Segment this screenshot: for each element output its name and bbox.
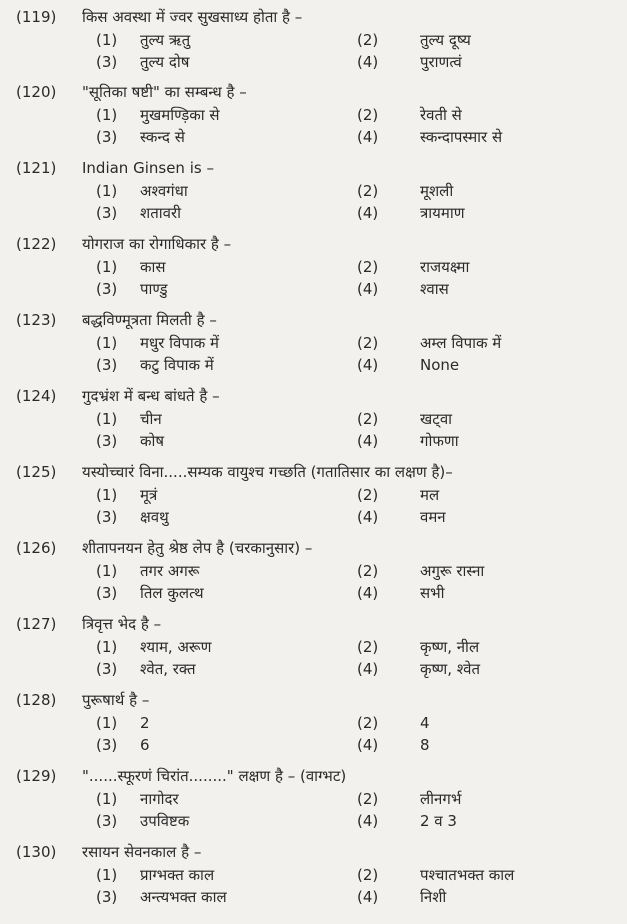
option-number: (3) <box>96 53 118 71</box>
option-text: क्षवथु <box>140 508 169 526</box>
option-text: अश्वगंधा <box>140 182 188 200</box>
option-text: पुराणत्वं <box>420 53 462 71</box>
option-number: (3) <box>96 888 118 906</box>
option-text: 2 व 3 <box>420 812 457 830</box>
option-text: 8 <box>420 736 430 754</box>
option-text: स्कन्दापस्मार से <box>420 128 503 146</box>
option-text: श्वेत, रक्त <box>140 660 196 678</box>
option-number: (4) <box>357 128 379 146</box>
option-text: अम्ल विपाक में <box>420 334 502 352</box>
option-number: (1) <box>96 562 118 580</box>
option-number: (2) <box>357 866 379 884</box>
option-number: (2) <box>357 714 379 732</box>
option-text: तुल्य ऋतु <box>140 31 191 49</box>
question-text: गुदभ्रंश में बन्ध बांधते है – <box>82 387 220 405</box>
option-text: मल <box>420 486 440 504</box>
option-text: चीन <box>140 410 162 428</box>
option-text: खट्वा <box>420 410 453 428</box>
question-127 <box>0 613 627 682</box>
option-text: मुखमण्ड़िका से <box>140 106 220 124</box>
option-text: राजयक्ष्मा <box>420 258 470 276</box>
option-number: (4) <box>357 584 379 602</box>
question-122 <box>0 233 627 302</box>
option-number: (3) <box>96 356 118 374</box>
option-text: पाण्डु <box>140 280 168 298</box>
option-number: (2) <box>357 334 379 352</box>
option-number: (2) <box>357 486 379 504</box>
option-number: (4) <box>357 280 379 298</box>
question-120 <box>0 81 627 150</box>
option-number: (2) <box>357 638 379 656</box>
option-number: (4) <box>357 53 379 71</box>
option-number: (4) <box>357 356 379 374</box>
option-text: नागोदर <box>140 790 179 808</box>
option-number: (4) <box>357 432 379 450</box>
option-number: (3) <box>96 128 118 146</box>
question-121 <box>0 157 627 226</box>
option-number: (3) <box>96 812 118 830</box>
question-text: त्रिवृत्त भेद है – <box>82 615 162 633</box>
option-text: मूत्रं <box>140 486 158 504</box>
option-text: लीनगर्भ <box>420 790 462 808</box>
option-text: त्रायमाण <box>420 204 465 222</box>
question-128 <box>0 689 627 758</box>
option-text: रेवती से <box>420 106 462 124</box>
option-text: पश्चातभक्त काल <box>420 866 515 884</box>
option-number: (2) <box>357 258 379 276</box>
option-text: तगर अगरू <box>140 562 200 580</box>
option-number: (3) <box>96 660 118 678</box>
option-text: उपविष्टक <box>140 812 190 830</box>
option-number: (2) <box>357 182 379 200</box>
question-text: यस्योच्चारं विना.....सम्यक वायुश्च गच्छति (गतातिसार का लक्षण है)– <box>82 463 453 481</box>
option-number: (2) <box>357 562 379 580</box>
question-number: (122) <box>16 235 57 253</box>
option-text: मूशली <box>420 182 454 200</box>
option-text: 6 <box>140 736 150 754</box>
option-number: (1) <box>96 182 118 200</box>
question-text: शीतापनयन हेतु श्रेष्ठ लेप है (चरकानुसार) – <box>82 539 313 557</box>
option-number: (4) <box>357 888 379 906</box>
option-number: (1) <box>96 334 118 352</box>
question-number: (126) <box>16 539 57 557</box>
option-number: (2) <box>357 106 379 124</box>
question-text: "सूतिका षष्टी" का सम्बन्ध है – <box>82 83 247 101</box>
option-number: (3) <box>96 584 118 602</box>
option-text: श्याम, अरूण <box>140 638 212 656</box>
option-number: (1) <box>96 31 118 49</box>
question-number: (119) <box>16 8 57 26</box>
option-text: तिल कुलत्थ <box>140 584 204 602</box>
option-text: अगुरू रास्ना <box>420 562 485 580</box>
option-number: (1) <box>96 714 118 732</box>
option-text: अन्त्यभक्त काल <box>140 888 227 906</box>
option-text: कास <box>140 258 166 276</box>
option-text: तुल्य दूष्य <box>420 31 471 49</box>
question-text: पुरूषार्थ है – <box>82 691 150 709</box>
option-number: (3) <box>96 204 118 222</box>
option-text: कटु विपाक में <box>140 356 214 374</box>
question-124 <box>0 385 627 454</box>
question-number: (129) <box>16 767 57 785</box>
option-number: (1) <box>96 790 118 808</box>
question-number: (130) <box>16 843 57 861</box>
question-text: Indian Ginsen is – <box>82 159 214 177</box>
question-text: किस अवस्था में ज्वर सुखसाध्य होता है – <box>82 8 303 26</box>
question-125 <box>0 461 627 530</box>
option-number: (2) <box>357 410 379 428</box>
question-119 <box>0 6 627 75</box>
question-number: (128) <box>16 691 57 709</box>
question-number: (123) <box>16 311 57 329</box>
option-number: (1) <box>96 106 118 124</box>
question-text: रसायन सेवनकाल है – <box>82 843 202 861</box>
option-number: (1) <box>96 866 118 884</box>
option-text: 2 <box>140 714 150 732</box>
question-123 <box>0 309 627 378</box>
question-number: (127) <box>16 615 57 633</box>
question-text: बद्धविण्मूत्रता मिलती है – <box>82 311 217 329</box>
question-129 <box>0 765 627 834</box>
question-number: (121) <box>16 159 57 177</box>
option-text: 4 <box>420 714 430 732</box>
option-number: (3) <box>96 280 118 298</box>
option-text: शतावरी <box>140 204 181 222</box>
question-number: (120) <box>16 83 57 101</box>
option-number: (3) <box>96 432 118 450</box>
question-number: (124) <box>16 387 57 405</box>
option-text: तुल्य दोष <box>140 53 190 71</box>
option-number: (3) <box>96 508 118 526</box>
option-number: (4) <box>357 204 379 222</box>
option-number: (1) <box>96 638 118 656</box>
option-text: वमन <box>420 508 446 526</box>
option-number: (4) <box>357 812 379 830</box>
option-text: श्वास <box>420 280 449 298</box>
question-number: (125) <box>16 463 57 481</box>
question-126 <box>0 537 627 606</box>
option-number: (3) <box>96 736 118 754</box>
option-text: कृष्ण, श्वेत <box>420 660 480 678</box>
option-text: प्राग्भक्त काल <box>140 866 215 884</box>
option-number: (4) <box>357 660 379 678</box>
option-text: None <box>420 356 460 374</box>
option-text: निशी <box>420 888 447 906</box>
option-number: (4) <box>357 736 379 754</box>
question-text: योगराज का रोगाधिकार है – <box>82 235 232 253</box>
option-number: (1) <box>96 258 118 276</box>
option-number: (2) <box>357 31 379 49</box>
option-text: मधुर विपाक में <box>140 334 219 352</box>
option-text: गोफणा <box>420 432 459 450</box>
option-number: (4) <box>357 508 379 526</box>
question-text: "......स्फूरणं चिरांत........" लक्षण है – (वाग्भट) <box>82 767 347 785</box>
question-130 <box>0 841 627 910</box>
option-text: सभी <box>420 584 445 602</box>
option-number: (1) <box>96 410 118 428</box>
option-text: कृष्ण, नील <box>420 638 480 656</box>
option-text: कोष <box>140 432 165 450</box>
option-number: (1) <box>96 486 118 504</box>
option-number: (2) <box>357 790 379 808</box>
option-text: स्कन्द से <box>140 128 185 146</box>
